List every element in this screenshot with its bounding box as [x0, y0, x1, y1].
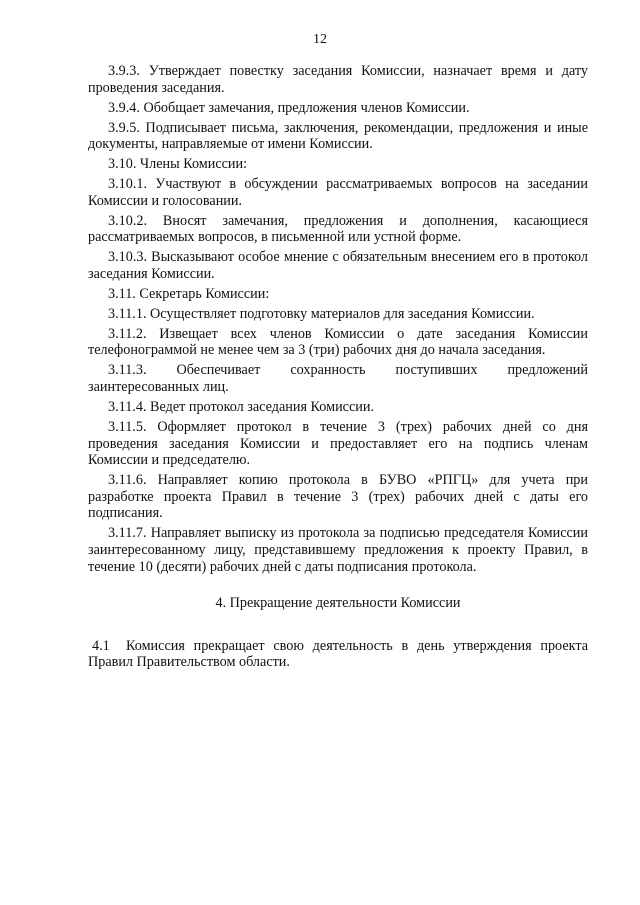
paragraph-4-1: [88, 638, 588, 671]
paragraph-3-9-5: 3.9.5. Подписывает письма, заключения, рекомендации, предложения и иные документы, направляемые от имени Комиссии.: [88, 119, 588, 153]
paragraph-3-11-4: 3.11.4. Ведет протокол заседания Комиссии.: [108, 398, 375, 415]
paragraph-4-1-number: 4.1: [92, 637, 110, 654]
paragraph-3-11-7: 3.11.7. Направляет выписку из протокола за подписью председателя Комиссии заинтересованному лицу, представившему предложения к проекту Правил, в течение 10 (десяти) рабочих дней с даты подписания протокола.: [88, 525, 588, 575]
paragraph-3-10-3: 3.10.3. Высказывают особое мнение с обязательным внесением его в протокол заседания Комиссии.: [88, 249, 588, 282]
section-heading: 4. Прекращение деятельности Комиссии: [215, 595, 461, 612]
paragraph-3-11-1: 3.11.1. Осуществляет подготовку материалов для заседания Комиссии.: [108, 305, 535, 322]
paragraph-3-10-2: 3.10.2. Вносят замечания, предложения и дополнения, касающиеся рассматриваемых вопросов, в письменной или устной форме.: [88, 212, 588, 246]
paragraph-3-9-4: 3.9.4. Обобщает замечания, предложения членов Комиссии.: [108, 99, 470, 116]
paragraph-3-11-3: 3.11.3. Обеспечивает сохранность поступивших предложений заинтересованных лиц.: [88, 362, 588, 395]
paragraph-3-9-3: 3.9.3. Утверждает повестку заседания Комиссии, назначает время и дату проведения заседания.: [88, 63, 588, 96]
paragraph-4-1-text: Комиссия прекращает свою деятельность в день утверждения проекта Правил Правительством области.: [88, 637, 588, 671]
paragraph-3-11-2: 3.11.2. Извещает всех членов Комиссии о дате заседания Комиссии телефонограммой не менее чем за 3 (три) рабочих дня до начала заседания.: [88, 325, 588, 359]
paragraph-3-11: 3.11. Секретарь Комиссии:: [108, 285, 270, 302]
paragraph-3-11-6: 3.11.6. Направляет копию протокола в БУВО «РПГЦ» для учета при разработке проекта Правил в течение 3 (трех) рабочих дней с даты его подписания.: [88, 472, 588, 522]
paragraph-3-11-5: 3.11.5. Оформляет протокол в течение 3 (трех) рабочих дней со дня проведения заседания Комиссии и предоставляет его на подпись членам Комиссии и председателю.: [88, 418, 588, 469]
page-number: 12: [313, 32, 327, 47]
document-body: [88, 63, 588, 674]
paragraph-3-10-1: 3.10.1. Участвуют в обсуждении рассматриваемых вопросов на заседании Комиссии и голосовании.: [88, 176, 588, 209]
paragraph-3-10: 3.10. Члены Комиссии:: [108, 156, 248, 173]
